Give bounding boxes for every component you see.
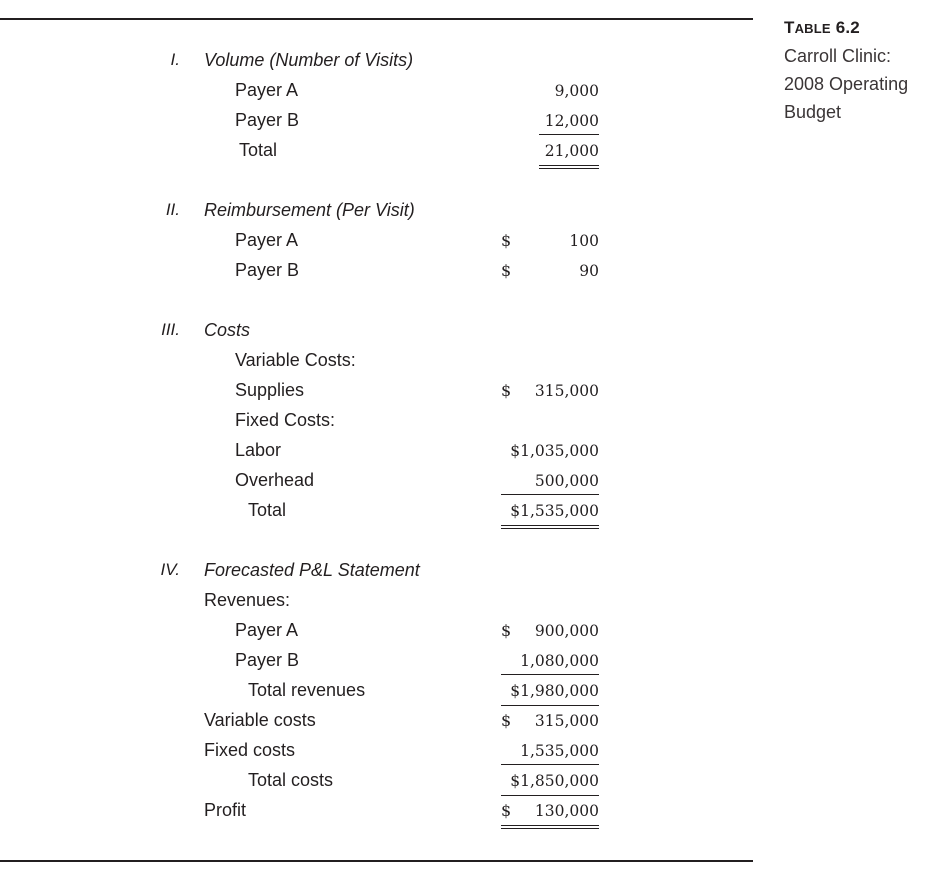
underline: [501, 494, 599, 495]
double-underline: [501, 525, 599, 529]
table-title-line: Budget: [784, 102, 842, 122]
currency-symbol: $: [501, 261, 512, 280]
currency-symbol: $: [501, 231, 512, 250]
double-underline: [501, 825, 599, 829]
row-value: 12,000: [544, 112, 599, 130]
row-value: 500,000: [534, 472, 599, 490]
currency-symbol: $: [501, 621, 512, 640]
table-bottom-rule: [0, 860, 753, 862]
section-heading: Volume (Number of Visits): [204, 50, 414, 70]
row-value: $1,850,000: [510, 772, 599, 790]
underline: [501, 764, 599, 765]
row-label: Profit: [204, 800, 247, 820]
row-label: Total: [239, 140, 278, 160]
row-value: $1,980,000: [510, 682, 599, 700]
section-numeral: III.: [161, 320, 180, 339]
row-value-cell: [501, 616, 599, 646]
row-label: Payer B: [235, 260, 300, 280]
row-value: 21,000: [544, 142, 599, 160]
currency-symbol: $: [501, 711, 512, 730]
row-value: $1,535,000: [510, 502, 599, 520]
row-label: Revenues:: [204, 590, 291, 610]
row-value-cell: [501, 796, 599, 826]
table-title-line: 2008 Operating: [784, 74, 909, 94]
row-value: 1,080,000: [520, 652, 599, 670]
row-value-cell: [501, 376, 599, 406]
section-numeral: IV.: [160, 560, 180, 579]
section-numeral: II.: [165, 200, 180, 219]
row-label: Variable Costs:: [235, 350, 356, 370]
row-label: Payer B: [235, 650, 300, 670]
row-label: Payer B: [235, 110, 300, 130]
row-value-cell: [501, 496, 599, 526]
currency-symbol: $: [501, 381, 512, 400]
section-heading: Costs: [204, 320, 251, 340]
row-value-cell: [501, 646, 599, 676]
table-title-line: Carroll Clinic:: [784, 46, 892, 66]
section-heading: Reimbursement (Per Visit): [204, 200, 415, 220]
row-value-cell: [501, 436, 599, 466]
table-caption: [784, 16, 933, 126]
row-label: Total costs: [248, 770, 334, 790]
double-underline: [539, 165, 599, 169]
table-top-rule: [0, 18, 753, 20]
row-value: 9,000: [554, 82, 599, 100]
section-numeral: I.: [170, 50, 180, 69]
row-label: Supplies: [235, 380, 305, 400]
row-value-cell: [501, 706, 599, 736]
row-label: Payer A: [235, 80, 299, 100]
row-value-cell: [501, 736, 599, 766]
underline: [539, 134, 599, 135]
table-number: TABLE 6.2: [784, 18, 860, 37]
section-heading: Forecasted P&L Statement: [204, 560, 420, 580]
row-value-cell: [501, 676, 599, 706]
row-value: 315,000: [534, 712, 599, 730]
row-value-cell: [501, 256, 599, 286]
row-value-cell: [501, 466, 599, 496]
underline: [501, 674, 599, 675]
row-label: Overhead: [235, 470, 315, 490]
row-label: Fixed Costs:: [235, 410, 336, 430]
row-label: Variable costs: [204, 710, 316, 730]
row-value: 100: [569, 232, 599, 250]
row-value-cell: [501, 136, 599, 166]
row-label: Total revenues: [248, 680, 366, 700]
row-value-cell: [501, 76, 599, 106]
table-title: [784, 42, 933, 126]
row-label: Payer A: [235, 620, 299, 640]
row-value: 315,000: [534, 382, 599, 400]
row-value: $1,035,000: [510, 442, 599, 460]
row-value-cell: [501, 766, 599, 796]
currency-symbol: $: [501, 801, 512, 820]
row-value: 1,535,000: [520, 742, 599, 760]
row-value: 900,000: [534, 622, 599, 640]
row-label: Labor: [235, 440, 282, 460]
row-value-cell: [501, 106, 599, 136]
row-value-cell: [501, 226, 599, 256]
row-label: Payer A: [235, 230, 299, 250]
row-value: 130,000: [534, 802, 599, 820]
row-label: Fixed costs: [204, 740, 296, 760]
row-label: Total: [248, 500, 287, 520]
row-value: 90: [579, 262, 599, 280]
